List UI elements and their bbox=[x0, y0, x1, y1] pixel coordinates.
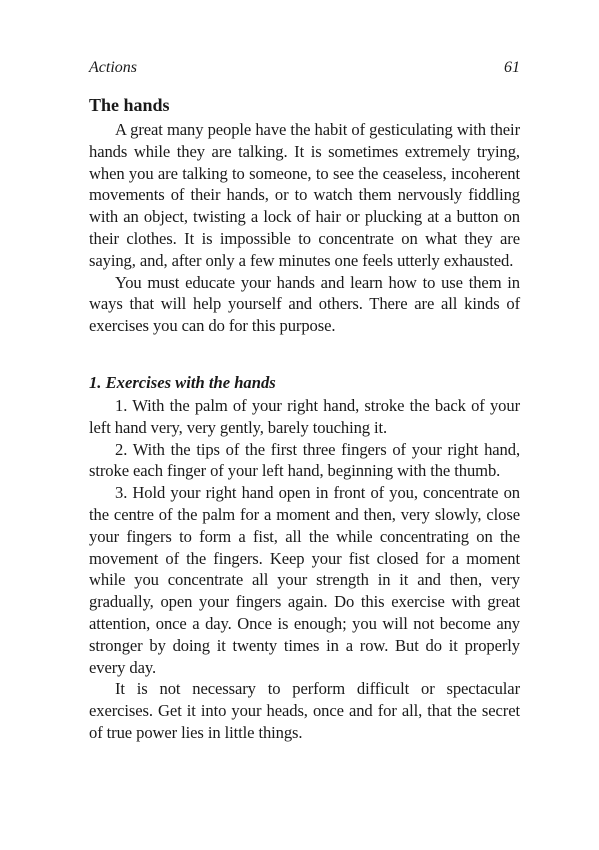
exercise-list bbox=[89, 395, 520, 744]
book-page bbox=[89, 58, 520, 744]
exercise-item: 1. With the palm of your right hand, stroke the back of your left hand very, very gently, barely touching it. bbox=[89, 395, 520, 437]
paragraph: It is not necessary to perform difficult or spectacular exercises. Get it into your heads, once and for all, that the secret of true power lies in little things. bbox=[89, 679, 520, 742]
exercise-item: 2. With the tips of the first three fingers of your right hand, stroke each finger of your left hand, beginning with the thumb. bbox=[89, 439, 520, 481]
section-body bbox=[89, 119, 520, 337]
subsection-title: 1. Exercises with the hands bbox=[89, 372, 276, 392]
running-head-section: Actions bbox=[89, 59, 137, 76]
paragraph: A great many people have the habit of gesticulating with their hands while they are talking. It is sometimes extremely trying, when you are talking to someone, to see the ceaseless, incoherent movements of their hands, or to watch them nervously fiddling with an object, twisting a lock of hair or plucking at a button on their clothes. It is impossible to concentrate on what they are saying, and, after only a few minutes one feels utterly exhausted. bbox=[89, 120, 520, 270]
paragraph: You must educate your hands and learn how to use them in ways that will help yourself and others. There are all kinds of exercises you can do for this purpose. bbox=[89, 272, 520, 336]
page-number: 61 bbox=[504, 59, 520, 76]
exercise-item: 3. Hold your right hand open in front of you, concentrate on the centre of the palm for a moment and then, very slowly, close your fingers to form a fist, all the while concentrating on the movement of the fingers. Keep your fist closed for a moment while you concentrate all your strength in it and then, very gradually, open your fingers again. Do this exercise with great attention, once a day. Once is enough; you will not become any stronger by doing it twenty times in a row. But do it properly every day. bbox=[89, 483, 520, 677]
section-title: The hands bbox=[89, 95, 170, 115]
running-head bbox=[89, 58, 520, 78]
